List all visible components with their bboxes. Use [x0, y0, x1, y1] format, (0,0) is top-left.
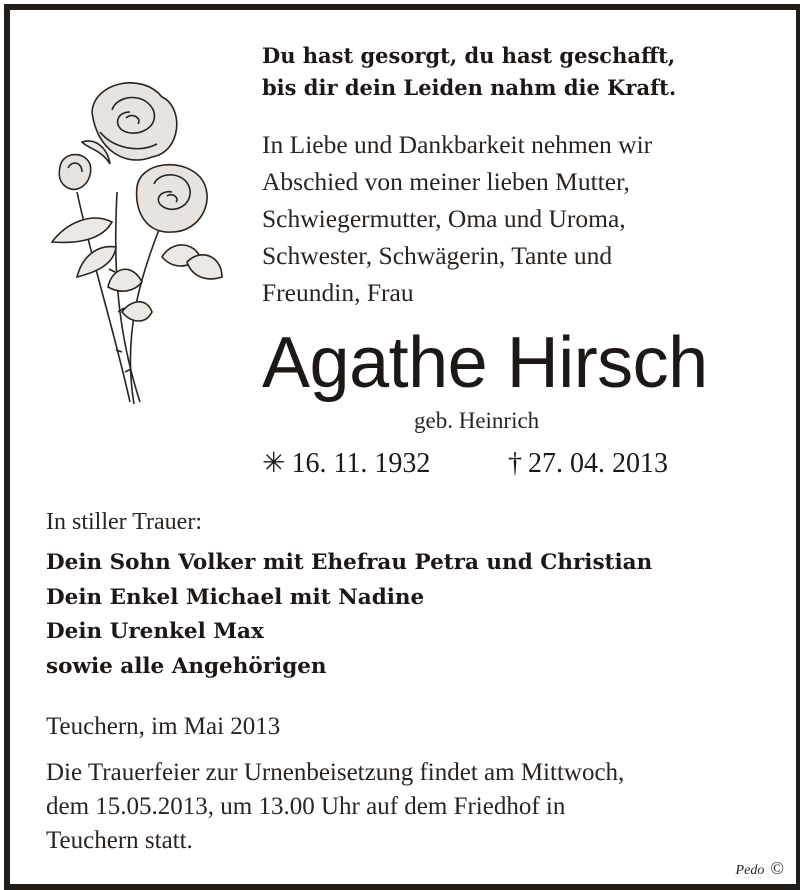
roses-illustration	[22, 72, 242, 412]
mourner-line: Dein Enkel Michael mit Nadine	[46, 584, 425, 610]
ceremony-line: Die Trauerfeier zur Urnenbeisetzung findet am Mittwoch,	[46, 759, 625, 786]
life-dates	[262, 446, 782, 482]
intro-line: Abschied von meiner lieben Mutter,	[262, 167, 630, 196]
rose-top	[92, 83, 177, 160]
mourners-list	[46, 546, 786, 684]
mourner-line: Dein Sohn Volker mit Ehefrau Petra und Christian	[46, 550, 653, 575]
death-date-group	[508, 446, 668, 482]
motto-line: Du hast gesorgt, du hast geschafft,	[262, 43, 676, 68]
death-date: 27. 04. 2013	[528, 448, 668, 479]
motto	[262, 40, 782, 104]
maiden-name: geb. Heinrich	[414, 408, 540, 433]
place-date: Teuchern, im Mai 2013	[46, 713, 281, 740]
intro-line: Freundin, Frau	[262, 278, 414, 307]
birth-star-icon: ✳	[262, 448, 286, 479]
birth-date: 16. 11. 1932	[291, 448, 431, 479]
intro-text	[262, 126, 772, 311]
ceremony-line: dem 15.05.2013, um 13.00 Uhr auf dem Friedhof in	[46, 793, 566, 820]
death-cross-icon: †	[508, 448, 522, 479]
intro-line: In Liebe und Dankbarkeit nehmen wir	[262, 130, 653, 159]
artist-credit	[736, 858, 784, 879]
copyright-icon: ©	[770, 858, 784, 878]
ceremony-info	[46, 756, 786, 858]
intro-line: Schwester, Schwägerin, Tante und	[262, 241, 613, 270]
motto-line: bis dir dein Leiden nahm die Kraft.	[262, 75, 677, 100]
mourner-line: Dein Urenkel Max	[46, 619, 264, 644]
ceremony-line: Teuchern statt.	[46, 827, 193, 854]
mourning-label: In stiller Trauer:	[46, 509, 202, 535]
rose-bud	[59, 155, 90, 190]
artist-signature: Pedo	[735, 863, 765, 878]
mourner-line: sowie alle Angehörigen	[46, 653, 327, 679]
deceased-name: Agathe Hirsch	[262, 323, 708, 403]
birth-date-group	[262, 446, 508, 482]
intro-line: Schwiegermutter, Oma und Uroma,	[262, 204, 626, 233]
rose-middle	[137, 165, 208, 232]
